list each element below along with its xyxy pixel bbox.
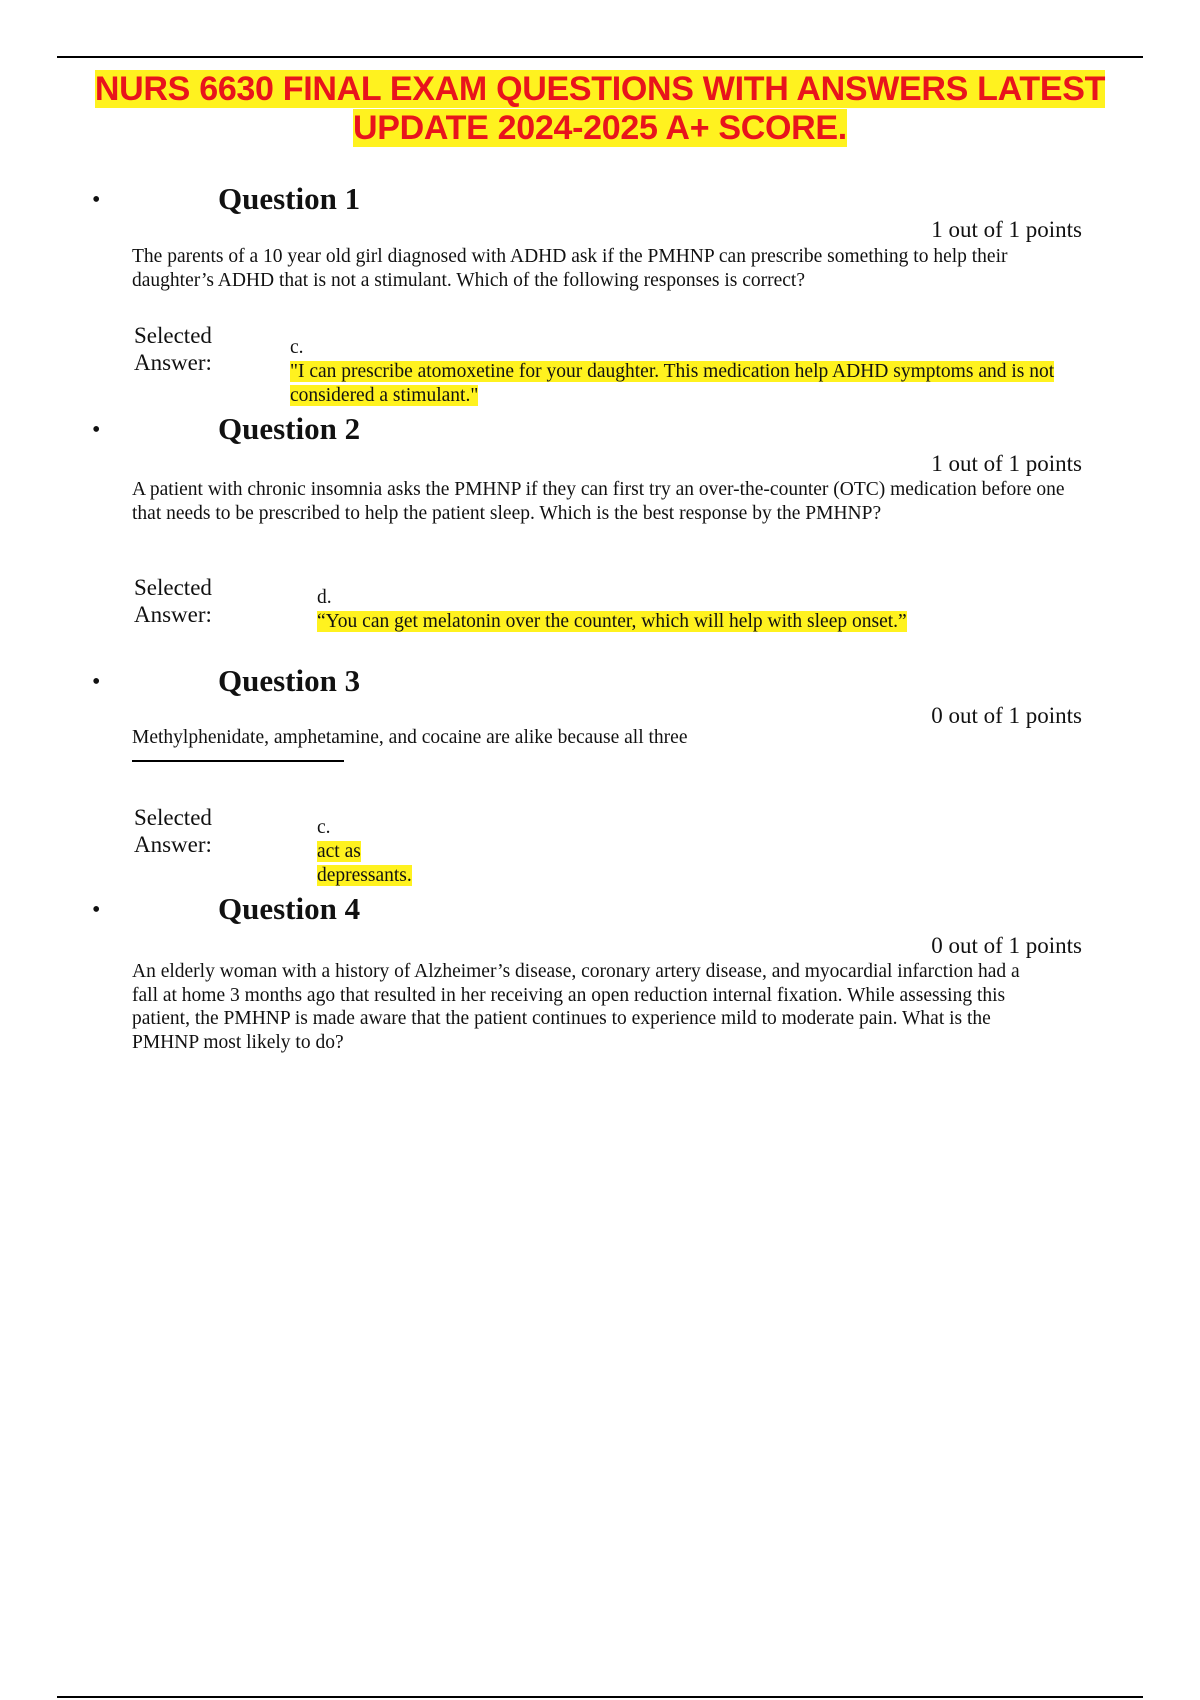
selected-answer-label: Selected Answer:: [134, 575, 212, 627]
question-points: 1 out of 1 points: [931, 217, 1082, 242]
question-text-content: Methylphenidate, amphetamine, and cocaine are alike because all three: [132, 727, 688, 748]
answer-text: “You can get melatonin over the counter, which will help with sleep onset.”: [317, 611, 907, 632]
bullet-icon: •: [92, 187, 101, 213]
bullet-icon: •: [92, 417, 101, 443]
answer-letter: c.: [290, 337, 304, 358]
question-title: Question 2: [218, 411, 361, 446]
top-rule: [57, 56, 1143, 58]
question-title: Question 3: [218, 663, 361, 698]
answer-letter: d.: [317, 587, 332, 608]
selected-answer: [317, 816, 432, 888]
selected-answer: [317, 586, 937, 634]
bottom-rule: [57, 1696, 1143, 1698]
question-text: [132, 726, 1077, 762]
question-title: Question 1: [218, 181, 361, 216]
answer-text: act as depressants.: [317, 841, 412, 886]
selected-answer: [290, 336, 1090, 408]
question-text: The parents of a 10 year old girl diagnosed with ADHD ask if the PMHNP can prescribe something to help their daughter’s ADHD that is not a stimulant. Which of the following responses is correct?: [132, 246, 1008, 291]
document-title: [57, 70, 1143, 148]
bullet-icon: •: [92, 897, 101, 923]
answer-text: "I can prescribe atomoxetine for your daughter. This medication help ADHD symptoms and is not considered a stimulant.": [290, 361, 1055, 406]
question-text: An elderly woman with a history of Alzheimer’s disease, coronary artery disease, and myocardial infarction had a fall at home 3 months ago that resulted in her receiving an open reduction internal fixation. While assessing this patient, the PMHNP is made aware that the patient continues to experience mild to moderate pain. What is the PMHNP most likely to do?: [132, 961, 1020, 1053]
selected-answer-label: Selected Answer:: [134, 323, 212, 375]
question-points: 0 out of 1 points: [931, 933, 1082, 958]
question-text: A patient with chronic insomnia asks the PMHNP if they can first try an over-the-counter (OTC) medication before one that needs to be prescribed to help the patient sleep. Which is the best response by the PMHNP?: [132, 479, 1065, 524]
question-title: Question 4: [218, 891, 361, 926]
answer-blank: [132, 760, 344, 762]
selected-answer-label: Selected Answer:: [134, 805, 212, 857]
answer-letter: c.: [317, 817, 331, 838]
bullet-icon: •: [92, 669, 101, 695]
question-points: 1 out of 1 points: [931, 451, 1082, 476]
document-title-text: NURS 6630 FINAL EXAM QUESTIONS WITH ANSWERS LATEST UPDATE 2024-2025 A+ SCORE.: [94, 70, 1106, 147]
question-points: 0 out of 1 points: [931, 703, 1082, 728]
